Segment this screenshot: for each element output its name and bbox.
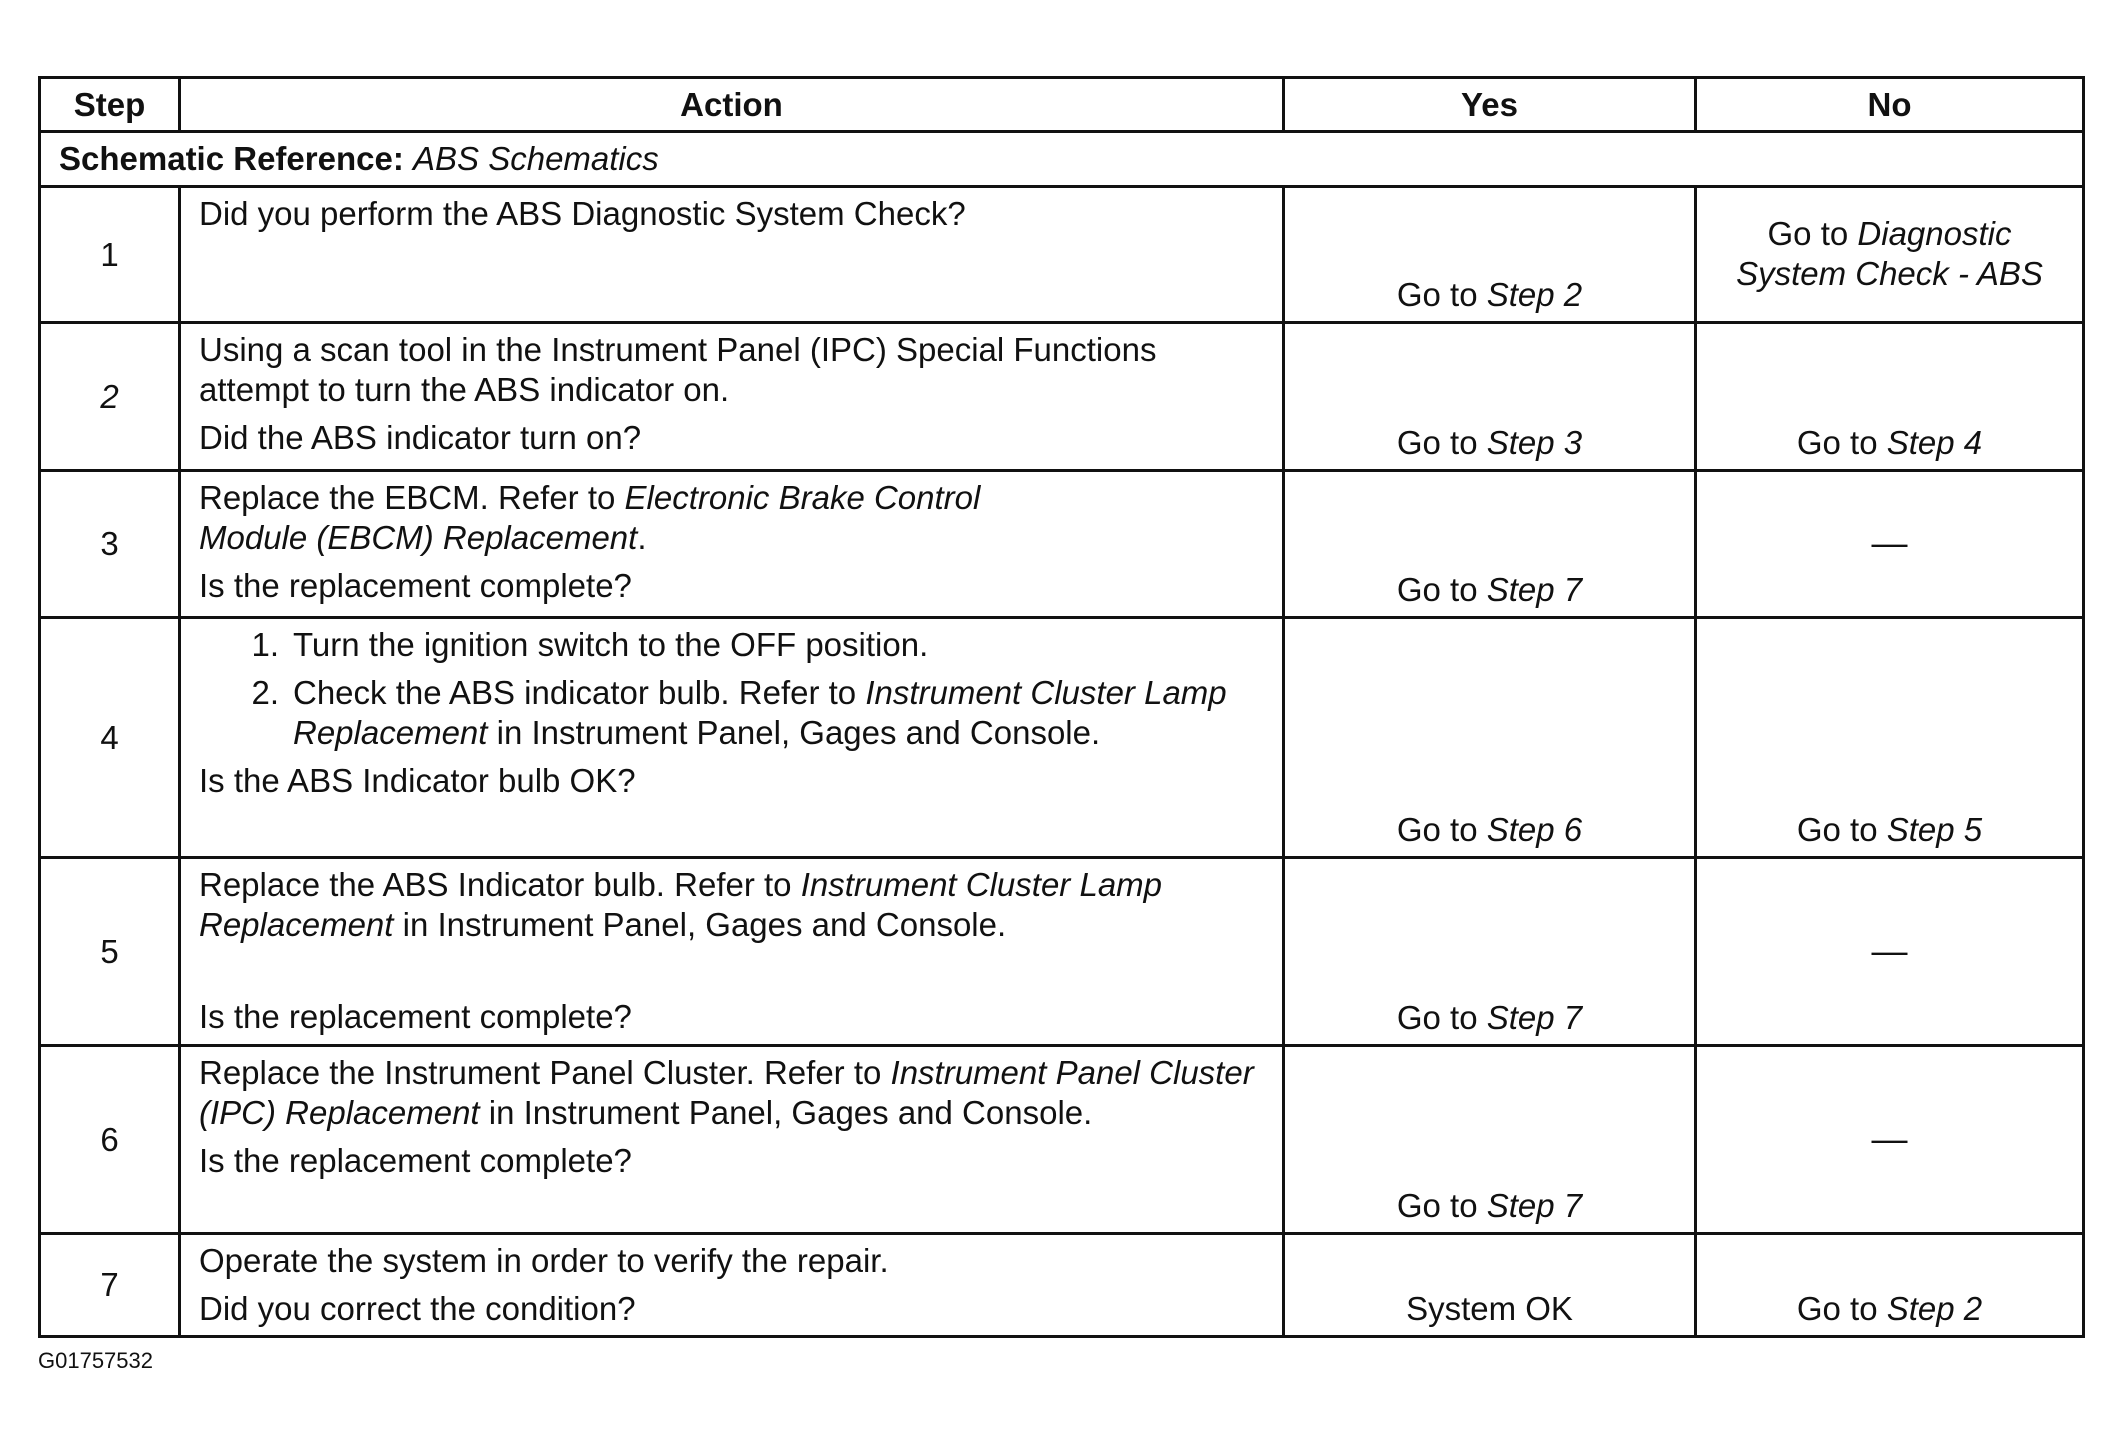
action-cell: [180, 618, 1284, 858]
yes-step-link[interactable]: Step 7: [1486, 1187, 1583, 1224]
yes-step-link[interactable]: Step 6: [1486, 811, 1583, 848]
no-prefix: Go to: [1796, 1290, 1878, 1327]
schematic-reference-row: [40, 132, 2084, 187]
yes-cell: System OK: [1284, 1234, 1696, 1337]
no-cell: [1696, 323, 2084, 471]
numbered-item: [199, 673, 1264, 753]
step-number: 5: [40, 858, 180, 1046]
item-post: in Instrument Panel, Gages and Console.: [496, 714, 1101, 751]
action-reference-link[interactable]: Electronic Brake Control: [624, 479, 981, 516]
action-text: [199, 865, 1264, 945]
no-reference-link-cont[interactable]: System Check - ABS: [1736, 254, 2043, 292]
action-text: Did you perform the ABS Diagnostic System Check?: [199, 195, 966, 232]
action-reference-link[interactable]: Instrument Cluster Lamp Replacement: [199, 866, 1163, 943]
schematic-reference-link[interactable]: ABS Schematics: [413, 140, 659, 177]
yes-cell: [1284, 187, 1696, 323]
no-prefix: Go to: [1796, 424, 1878, 461]
action-cell: [180, 323, 1284, 471]
yes-prefix: Go to: [1396, 571, 1478, 608]
action-cell: [180, 187, 1284, 323]
header-row: [40, 78, 2084, 132]
action-pre: Replace the Instrument Panel Cluster. Refer to: [199, 1054, 882, 1091]
yes-prefix: Go to: [1396, 999, 1478, 1036]
action-text: [199, 1053, 1264, 1133]
table-row: [40, 1234, 2084, 1337]
no-step-link[interactable]: Step 2: [1886, 1290, 1983, 1327]
item-text: [293, 673, 1264, 753]
header-action: Action: [180, 78, 1284, 132]
table-row: [40, 1046, 2084, 1234]
action-cell: [180, 1046, 1284, 1234]
no-cell: [1696, 1234, 2084, 1337]
action-text: [199, 478, 1264, 558]
figure-id: G01757532: [38, 1348, 153, 1373]
action-post: .: [637, 519, 647, 556]
no-cell: —: [1696, 471, 2084, 618]
table-row: [40, 471, 2084, 618]
item-reference-link[interactable]: Instrument Cluster Lamp Replacement: [293, 674, 1227, 751]
yes-step-link[interactable]: Step 7: [1486, 571, 1583, 608]
action-text: Operate the system in order to verify the repair.: [199, 1242, 889, 1279]
action-cell: [180, 1234, 1284, 1337]
header-no: No: [1696, 78, 2084, 132]
step-number: 4: [40, 618, 180, 858]
step-number: 6: [40, 1046, 180, 1234]
table-row: [40, 858, 2084, 1046]
action-reference-link-cont[interactable]: Module (EBCM) Replacement: [199, 519, 638, 556]
action-question: Is the replacement complete?: [199, 567, 632, 604]
table-row: [40, 323, 2084, 471]
yes-prefix: Go to: [1396, 276, 1478, 313]
yes-prefix: Go to: [1396, 811, 1478, 848]
action-question: Did the ABS indicator turn on?: [199, 419, 642, 456]
yes-cell: [1284, 1046, 1696, 1234]
schematic-reference-label: Schematic Reference:: [59, 140, 404, 177]
yes-cell: [1284, 618, 1696, 858]
no-cell: —: [1696, 1046, 2084, 1234]
item-number: 1.: [251, 626, 279, 663]
action-cell: [180, 471, 1284, 618]
no-prefix: Go to: [1796, 811, 1878, 848]
yes-prefix: Go to: [1396, 424, 1478, 461]
yes-step-link[interactable]: Step 3: [1486, 424, 1583, 461]
item-number: 2.: [251, 674, 279, 711]
table-row: [40, 618, 2084, 858]
yes-cell: [1284, 323, 1696, 471]
step-number: 7: [40, 1234, 180, 1337]
action-pre: Replace the EBCM. Refer to: [199, 479, 616, 516]
step-number: 3: [40, 471, 180, 618]
action-post: in Instrument Panel, Gages and Console.: [402, 906, 1007, 943]
action-question: Is the ABS Indicator bulb OK?: [199, 762, 636, 799]
item-pre: Check the ABS indicator bulb. Refer to: [293, 674, 857, 711]
header-yes: Yes: [1284, 78, 1696, 132]
action-question: Did you correct the condition?: [199, 1290, 636, 1327]
no-step-link[interactable]: Step 4: [1886, 424, 1983, 461]
header-step: Step: [40, 78, 180, 132]
schematic-reference: [40, 132, 2084, 187]
action-question: Is the replacement complete?: [199, 1142, 632, 1179]
diagnostic-table: [38, 76, 2085, 1338]
no-reference-link[interactable]: Diagnostic: [1857, 214, 2012, 252]
no-prefix: Go to: [1767, 214, 1849, 252]
yes-cell: [1284, 858, 1696, 1046]
no-cell: —: [1696, 858, 2084, 1046]
yes-prefix: Go to: [1396, 1187, 1478, 1224]
action-pre: Replace the ABS Indicator bulb. Refer to: [199, 866, 792, 903]
item-text: Turn the ignition switch to the OFF position.: [293, 626, 929, 663]
no-cell: [1696, 618, 2084, 858]
action-reference-link[interactable]: Instrument Panel Cluster (IPC) Replacement: [199, 1054, 1254, 1131]
numbered-item: [199, 625, 1264, 665]
step-number: 1: [40, 187, 180, 323]
action-text: Using a scan tool in the Instrument Panel (IPC) Special Functions attempt to turn the ABS indicator on.: [199, 331, 1157, 408]
table-row: [40, 187, 2084, 323]
action-cell: [180, 858, 1284, 1046]
action-question: Is the replacement complete?: [199, 998, 632, 1035]
no-step-link[interactable]: Step 5: [1886, 811, 1983, 848]
action-post: in Instrument Panel, Gages and Console.: [488, 1094, 1093, 1131]
no-cell: [1696, 187, 2084, 323]
step-number: 2: [40, 323, 180, 471]
yes-cell: [1284, 471, 1696, 618]
yes-step-link[interactable]: Step 7: [1486, 999, 1583, 1036]
yes-step-link[interactable]: Step 2: [1486, 276, 1583, 313]
